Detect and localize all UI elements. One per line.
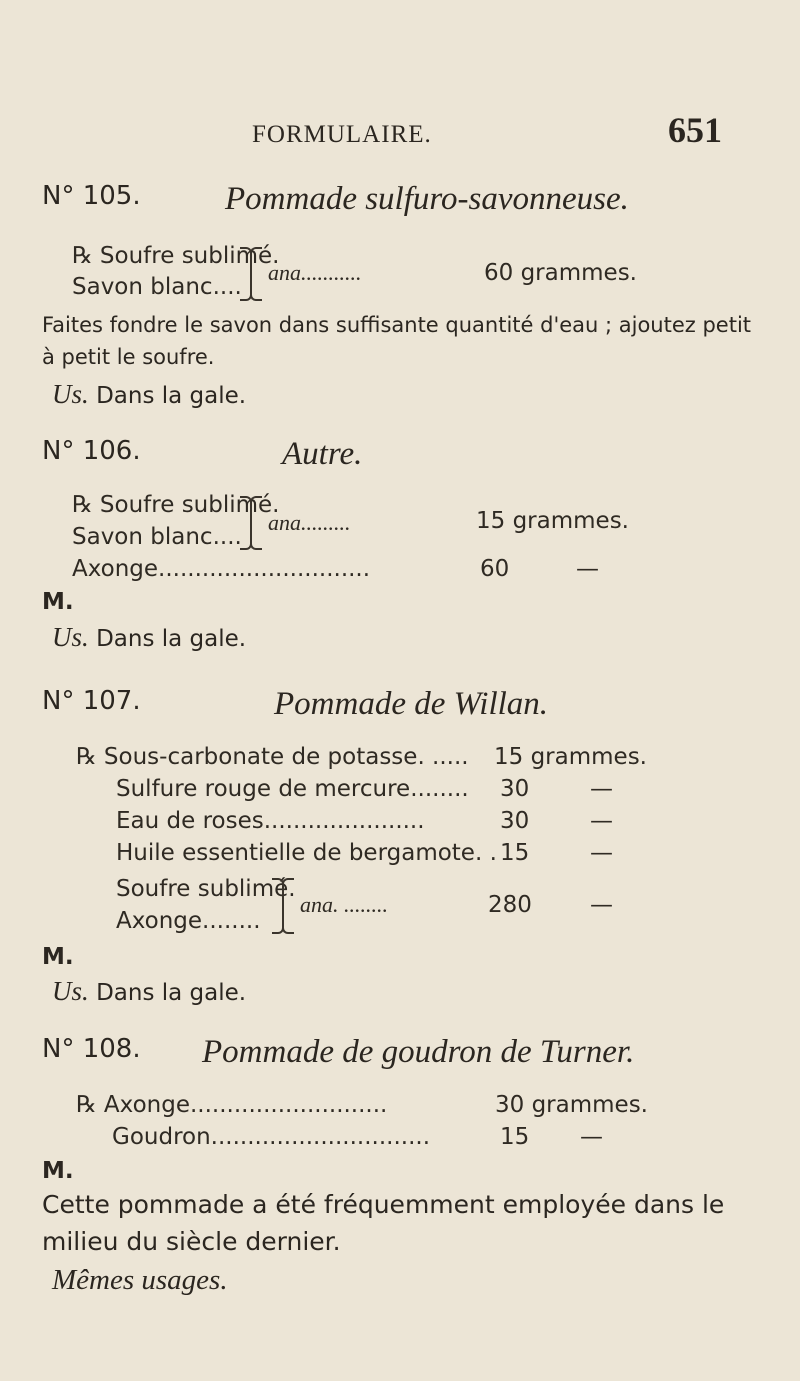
quantity: 15 grammes. xyxy=(494,744,647,770)
formula-name: Pommade de goudron de Turner. xyxy=(202,1034,635,1070)
formula-number: N° 107. xyxy=(42,686,141,716)
page-number: 651 xyxy=(668,110,722,150)
note-text: Cette pommade a été fréquemment employée dans le milieu du siècle dernier. xyxy=(42,1190,725,1256)
brace xyxy=(250,247,262,301)
ingredient-line: Axonge............................. xyxy=(72,556,371,582)
usage-line xyxy=(52,976,246,1007)
ditto-dash: — xyxy=(590,808,613,834)
brace xyxy=(250,496,262,550)
formula-heading xyxy=(42,436,363,472)
quantity: 15 xyxy=(500,1124,530,1150)
ingredient-line: Huile essentielle de bergamote. . xyxy=(116,840,497,866)
usage-note: Mêmes usages. xyxy=(52,1264,228,1296)
ingredient-line: ℞ Soufre sublimé. xyxy=(72,243,280,269)
ditto-dash: — xyxy=(576,556,599,582)
ingredient-line: ℞ Axonge........................... xyxy=(76,1092,388,1118)
misce-mark: M. xyxy=(42,944,74,970)
ingredient-line: Goudron.............................. xyxy=(112,1124,431,1150)
ingredient-line: Eau de roses...................... xyxy=(116,808,425,834)
quantity: 60 grammes. xyxy=(484,260,637,286)
formula-heading xyxy=(42,181,629,217)
ditto-dash: — xyxy=(590,776,613,802)
ingredient-line: ℞ Sous-carbonate de potasse. ..... xyxy=(76,744,469,770)
usage-line xyxy=(52,379,246,410)
ingredient-line: Sulfure rouge de mercure........ xyxy=(116,776,469,802)
formula-number: N° 105. xyxy=(42,181,141,211)
formula-heading xyxy=(42,1034,635,1070)
ana-line xyxy=(268,260,362,286)
running-header xyxy=(0,110,800,157)
ana-label: ana. ........ xyxy=(300,892,388,917)
ingredient-line: Soufre sublimé. xyxy=(116,876,296,902)
quantity: 30 xyxy=(500,808,530,834)
ana-label: ana........... xyxy=(268,260,362,285)
ingredient-line: Savon blanc.... xyxy=(72,274,242,300)
header-title: FORMULAIRE. xyxy=(252,121,432,148)
instruction-text: Faites fondre le savon dans suffisante quantité d'eau ; ajoutez petit à petit le soufre. xyxy=(42,313,752,369)
usage-label: Us. xyxy=(52,379,89,409)
usage-text: Dans la gale. xyxy=(96,383,247,409)
ditto-dash: — xyxy=(590,840,613,866)
formula-name: Autre. xyxy=(282,436,363,472)
ingredient-line: Axonge........ xyxy=(116,908,261,934)
ana-label: ana......... xyxy=(268,510,351,535)
usage-line xyxy=(52,622,246,653)
quantity: 280 xyxy=(488,892,532,918)
formula-name: Pommade de Willan. xyxy=(274,686,549,722)
usage-text: Dans la gale. xyxy=(96,980,247,1006)
quantity: 15 xyxy=(500,840,530,866)
usage-label: Us. xyxy=(52,622,89,652)
formula-number: N° 108. xyxy=(42,1034,141,1064)
ana-line xyxy=(300,892,388,918)
ditto-dash: — xyxy=(590,892,613,918)
ingredient-line: Savon blanc.... xyxy=(72,524,242,550)
brace xyxy=(282,878,294,934)
formula-heading xyxy=(42,686,549,722)
quantity: 30 xyxy=(500,776,530,802)
usage-text: Dans la gale. xyxy=(96,626,247,652)
quantity: 15 grammes. xyxy=(476,508,629,534)
ingredient-line: ℞ Soufre sublimé. xyxy=(72,492,280,518)
formula-name: Pommade sulfuro-savonneuse. xyxy=(225,181,629,217)
formula-number: N° 106. xyxy=(42,436,141,466)
ana-line xyxy=(268,510,351,536)
quantity: 60 xyxy=(480,556,510,582)
ditto-dash: — xyxy=(580,1124,603,1150)
misce-mark: M. xyxy=(42,589,74,615)
misce-mark: M. xyxy=(42,1158,74,1184)
quantity: 30 grammes. xyxy=(495,1092,648,1118)
usage-label: Us. xyxy=(52,976,89,1006)
